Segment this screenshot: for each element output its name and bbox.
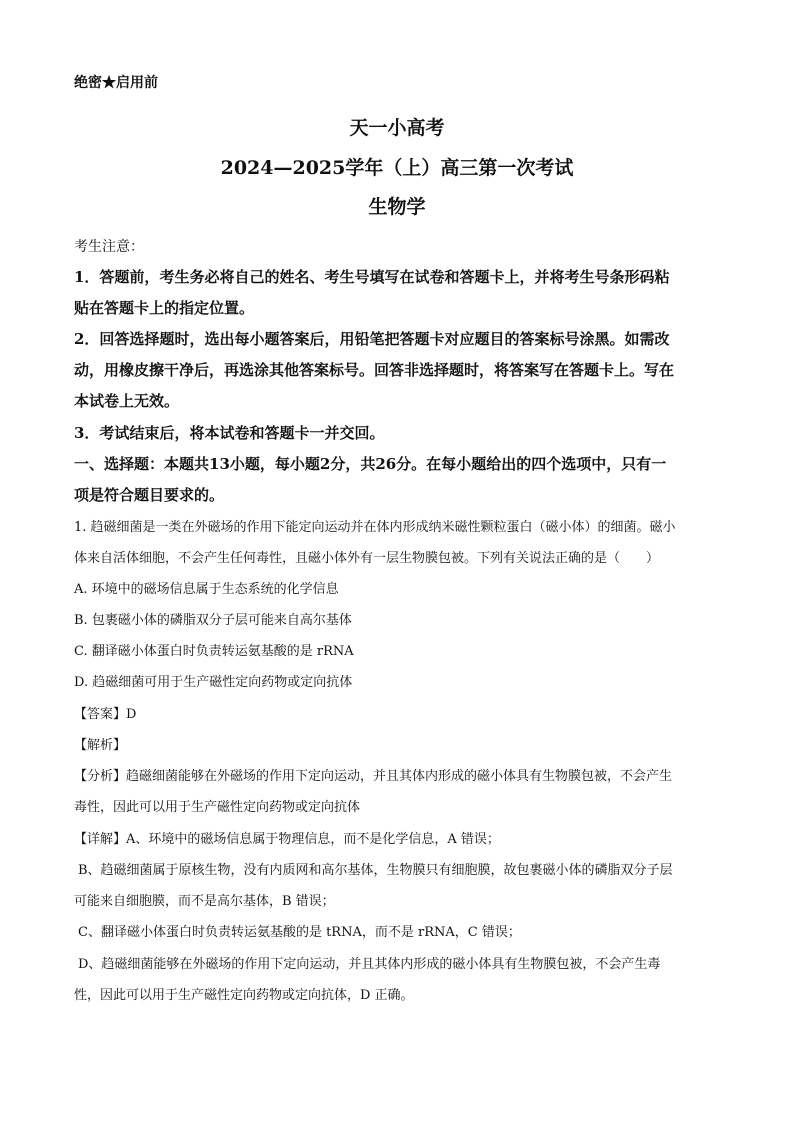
option-d: D. 趋磁细菌可用于生产磁性定向药物或定向抗体	[74, 675, 353, 690]
detail-b-line-1: B、趋磁细菌属于原核生物，没有内质网和高尔基体，生物膜只有细胞膜，故包裹磁小体的磷脂双分子层	[78, 863, 673, 878]
question-1-stem-line-1: 1. 趋磁细菌是一类在外磁场的作用下能定向运动并在体内形成纳米磁性颗粒蛋白（磁小体）的细菌。磁小	[74, 520, 676, 535]
secret-mark: 绝密★启用前	[74, 75, 158, 91]
analysis-summary-line-2: 毒性，因此可以用于生产磁性定向药物或定向抗体	[74, 800, 361, 815]
exam-subtitle: 2024—2025学年（上）高三第一次考试	[220, 157, 574, 179]
subject-title: 生物学	[368, 196, 426, 218]
notice-item-2-line-2: 动，用橡皮擦干净后，再选涂其他答案标号。回答非选择题时，将答案写在答题卡上。写在	[74, 361, 675, 379]
detail-b-line-2: 可能来自细胞膜，而不是高尔基体，B 错误；	[74, 894, 335, 909]
option-b: B. 包裹磁小体的磷脂双分子层可能来自高尔基体	[74, 613, 352, 628]
option-a: A. 环境中的磁场信息属于生态系统的化学信息	[74, 582, 339, 597]
notice-heading: 考生注意：	[74, 239, 144, 255]
notice-item-3: 3．考试结束后，将本试卷和答题卡一并交回。	[74, 424, 385, 442]
notice-item-2-line-1: 2．回答选择题时，选出每小题答案后，用铅笔把答题卡对应题目的答案标号涂黑。如需改	[74, 330, 670, 348]
section-heading-line-1: 一、选择题：本题共13小题，每小题2分，共26分。在每小题给出的四个选项中，只有一	[74, 455, 667, 473]
detail-d-line-1: D、趋磁细菌能够在外磁场的作用下定向运动，并且其体内形成的磁小体具有生物膜包被，不会产生毒	[78, 957, 661, 972]
answer-label: 【答案】D	[74, 707, 137, 722]
detail-a: 【详解】A、环境中的磁场信息属于物理信息，而不是化学信息，A 错误；	[74, 832, 500, 847]
analysis-heading: 【解析】	[74, 738, 127, 753]
exam-title: 天一小高考	[349, 117, 445, 139]
detail-d-line-2: 性，因此可以用于生产磁性定向药物或定向抗体，D 正确。	[74, 988, 414, 1003]
option-c: C. 翻译磁小体蛋白时负责转运氨基酸的是 rRNA	[74, 644, 354, 659]
notice-item-1-line-1: 1．答题前，考生务必将自己的姓名、考生号填写在试卷和答题卡上，并将考生号条形码粘	[74, 268, 670, 286]
notice-item-1-line-2: 贴在答题卡上的指定位置。	[74, 299, 255, 317]
analysis-summary-line-1: 【分析】趋磁细菌能够在外磁场的作用下定向运动，并且其体内形成的磁小体具有生物膜包被，不会产生	[74, 769, 673, 784]
question-1-stem-line-2: 体来自活体细胞，不会产生任何毒性，且磁小体外有一层生物膜包被。下列有关说法正确的是（ ）	[74, 551, 660, 566]
section-heading-line-2: 项是符合题目要求的。	[74, 486, 225, 504]
notice-item-2-line-3: 本试卷上无效。	[74, 392, 180, 410]
detail-c: C、翻译磁小体蛋白时负责转运氨基酸的是 tRNA，而不是 rRNA，C 错误；	[78, 925, 521, 940]
